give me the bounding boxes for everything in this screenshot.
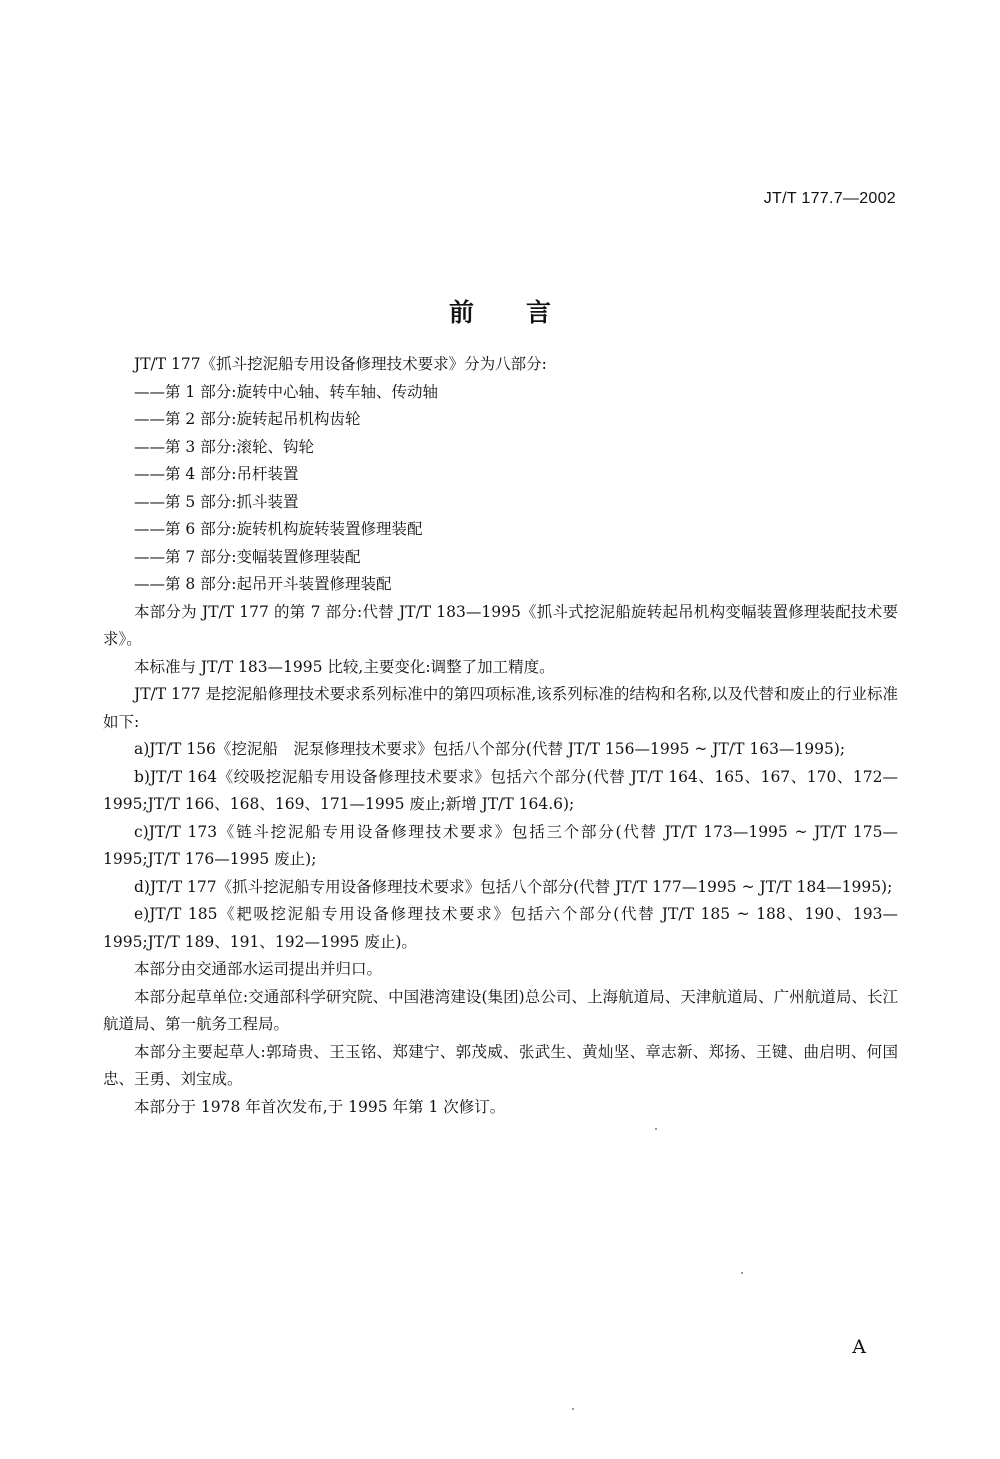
paragraph: e)JT/T 185《耙吸挖泥船专用设备修理技术要求》包括六个部分(代替 JT/T 185 ~ 188、190、193—1995;JT/T 189、191、192—1995 废止)。 (103, 905, 898, 951)
list-item: ——第 4 部分:吊杆装置 (134, 465, 299, 483)
page-number: A (852, 1336, 866, 1358)
foreword-body (103, 351, 898, 1121)
paragraph: 本部分于 1978 年首次发布,于 1995 年第 1 次修订。 (134, 1097, 506, 1116)
paragraph: JT/T 177 是挖泥船修理技术要求系列标准中的第四项标准,该系列标准的结构和名称,以及代替和废止的行业标准如下: (103, 685, 898, 731)
paragraph: JT/T 177《抓斗挖泥船专用设备修理技术要求》分为八部分: (134, 355, 547, 373)
paragraph: 本部分主要起草人:郭琦贵、王玉铭、郑建宁、郭茂威、张武生、黄灿坚、章志新、郑扬、王键、曲启明、何国忠、王勇、刘宝成。 (103, 1042, 898, 1088)
list-item: ——第 5 部分:抓斗装置 (134, 492, 299, 511)
document-code: JT/T 177.7—2002 (763, 190, 896, 207)
list-item: ——第 6 部分:旋转机构旋转装置修理装配 (134, 520, 423, 538)
list-item: ——第 7 部分:变幅装置修理装配 (134, 547, 361, 566)
paragraph: d)JT/T 177《抓斗挖泥船专用设备修理技术要求》包括八个部分(代替 JT/T 177—1995 ~ JT/T 184—1995); (134, 877, 893, 896)
list-item: ——第 3 部分:滚轮、钩轮 (134, 437, 314, 456)
scan-speck (655, 1128, 657, 1130)
scan-speck (741, 1272, 743, 1274)
page-title: 前言 (448, 298, 603, 327)
list-item: ——第 2 部分:旋转起吊机构齿轮 (134, 410, 361, 428)
paragraph: b)JT/T 164《绞吸挖泥船专用设备修理技术要求》包括六个部分(代替 JT/T 164、165、167、170、172—1995;JT/T 166、168、169、171—1995 废止;新增 JT/T 164.6); (103, 767, 898, 813)
list-item: ——第 1 部分:旋转中心轴、转车轴、传动轴 (134, 382, 438, 401)
paragraph: 本部分为 JT/T 177 的第 7 部分:代替 JT/T 183—1995《抓斗式挖泥船旋转起吊机构变幅装置修理装配技术要求》。 (103, 602, 898, 648)
paragraph: c)JT/T 173《链斗挖泥船专用设备修理技术要求》包括三个部分(代替 JT/T 173—1995 ~ JT/T 175—1995;JT/T 176—1995 废止); (103, 822, 898, 868)
paragraph: 本部分由交通部水运司提出并归口。 (134, 960, 383, 978)
paragraph: 本标准与 JT/T 183—1995 比较,主要变化:调整了加工精度。 (134, 657, 555, 676)
scan-speck (572, 1408, 574, 1410)
list-item: ——第 8 部分:起吊开斗装置修理装配 (134, 575, 392, 593)
paragraph: a)JT/T 156《挖泥船 泥泵修理技术要求》包括八个部分(代替 JT/T 156—1995 ~ JT/T 163—1995); (134, 740, 846, 758)
paragraph: 本部分起草单位:交通部科学研究院、中国港湾建设(集团)总公司、上海航道局、天津航道局、广州航道局、长江航道局、第一航务工程局。 (103, 987, 898, 1033)
